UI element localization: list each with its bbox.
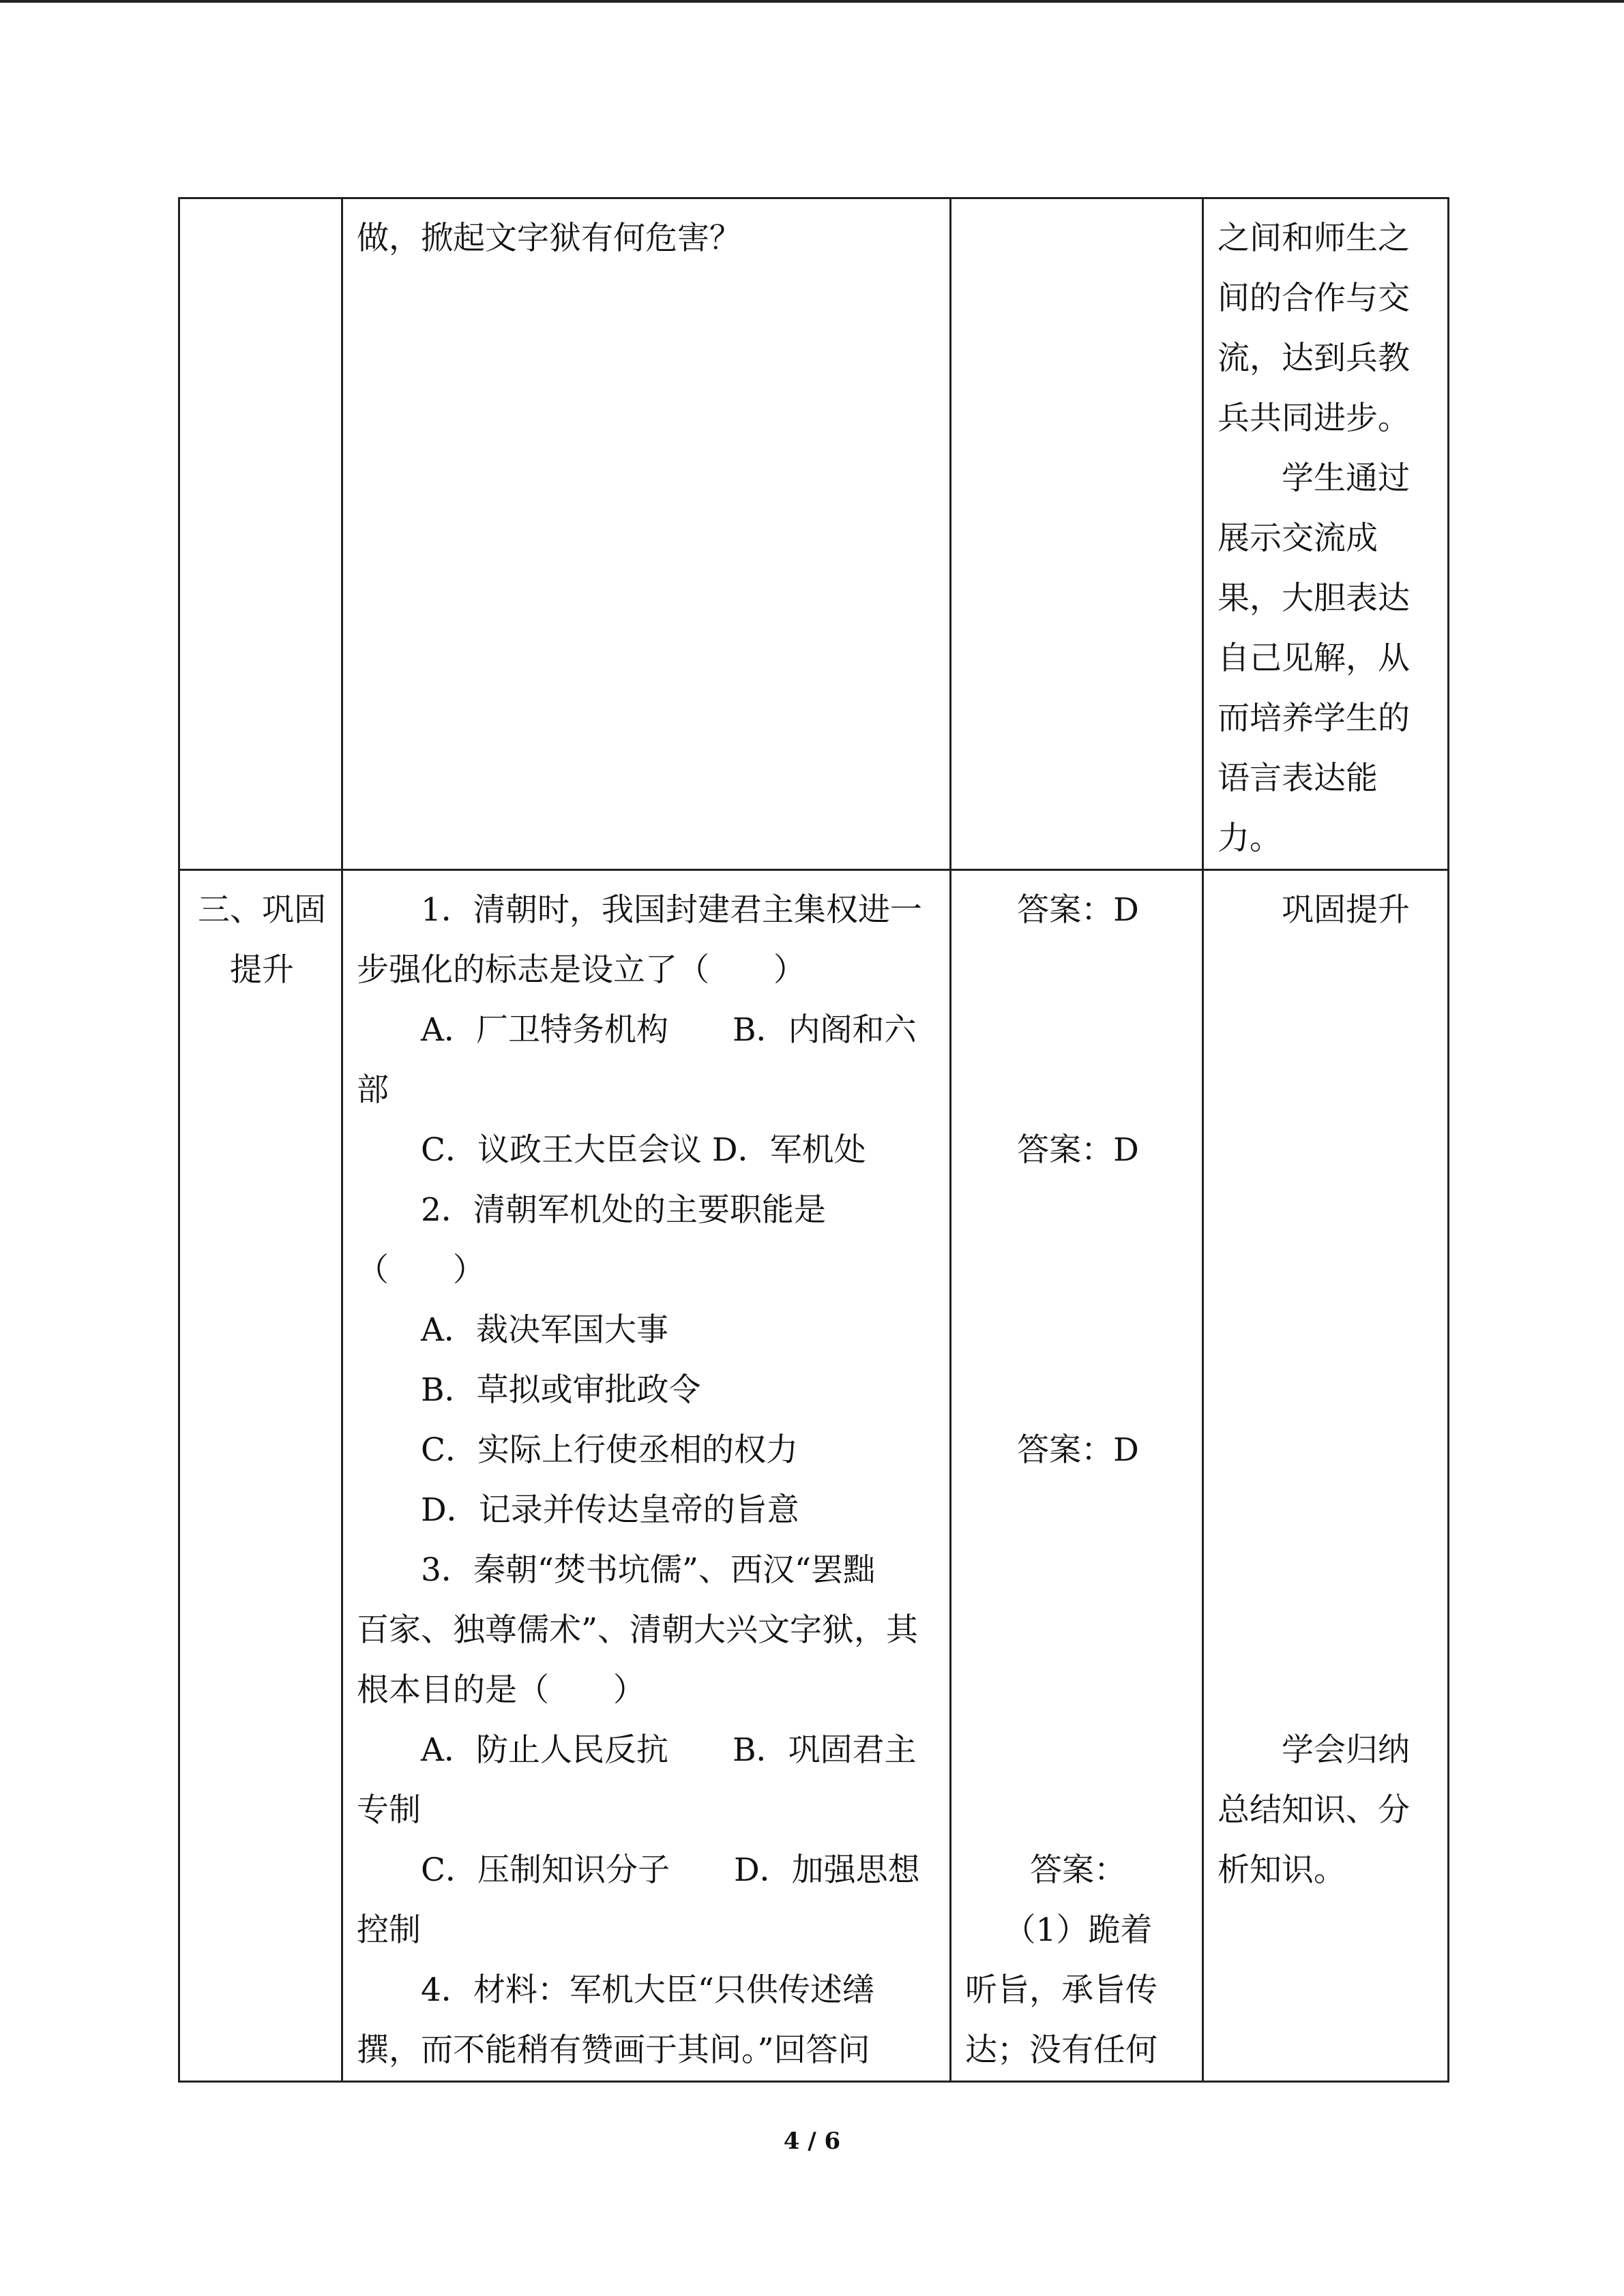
intent-line: 学生通过 [1282,460,1410,497]
exercise-line: 3．秦朝“焚书坑儒”、西汉“罢黜 [421,1551,875,1589]
student-activity-cell [951,870,1203,2082]
intent-line: 自己见解，从 [1217,640,1410,677]
exercise-line: 步强化的标志是设立了（ ） [357,951,806,989]
exercise-option: C．议政王大臣会议 D．军机处 [421,1131,866,1169]
stage-label: 三、巩固 [198,891,326,929]
exercise-option: C．压制知识分子 D．加强思想 [421,1851,920,1889]
exercise-line: 1．清朝时，我国封建君主集权进一 [421,891,922,929]
exercise-option: A．裁决军国大事 [421,1311,668,1349]
intent-line: 流，达到兵教 [1217,340,1410,377]
teacher-activity-cell [342,870,951,2082]
intent-line: 语言表达能 [1217,760,1378,797]
answer-text: 答案：D [1017,1431,1139,1469]
intent-line: 而培养学生的 [1217,700,1410,737]
intent-line: 力。 [1217,820,1282,857]
teacher-activity-cell [342,198,951,870]
intent-line: 学会归纳 [1282,1731,1410,1769]
answer-text: 听旨，承旨传 [965,1971,1157,2009]
answer-text: 答案：D [1017,891,1139,929]
exercise-line: （ ） [357,1251,485,1289]
top-border-line [0,0,1624,3]
page-number: 4 / 6 [783,2128,841,2155]
exercise-option: A．厂卫特务机构 B．内阁和六 [421,1011,917,1049]
intent-line: 总结知识、分 [1217,1791,1410,1829]
design-intent-cell [1203,870,1449,2082]
stage-cell [179,198,342,870]
exercise-option: A．防止人民反抗 B．巩固君主 [421,1731,917,1769]
exercise-line: 4．材料：军机大臣“只供传述缮 [421,1971,874,2009]
answer-text: 达；没有任何 [965,2031,1157,2069]
exercise-option: 控制 [357,1911,421,1949]
stage-cell [179,870,342,2082]
intent-line: 间的合作与交 [1217,280,1410,317]
answer-text: （1）跪着 [1003,1911,1153,1949]
exercise-line: 百家、独尊儒术”、清朝大兴文字狱，其 [357,1611,919,1649]
question-text: 做，掀起文字狱有何危害？ [357,220,741,257]
intent-line: 果，大胆表达 [1217,580,1410,617]
exercise-option: 部 [357,1071,389,1109]
intent-line: 之间和师生之 [1217,220,1410,257]
exercise-line: 撰，而不能稍有赞画于其间。”回答问 [357,2031,870,2069]
exercise-option: 专制 [357,1791,421,1829]
table-row [179,870,1449,2082]
exercise-option: C．实际上行使丞相的权力 [421,1431,798,1469]
lesson-plan-table [178,197,1449,2083]
intent-line: 析知识。 [1217,1851,1346,1889]
exercise-line: 2．清朝军机处的主要职能是 [421,1191,826,1229]
student-activity-cell [951,198,1203,870]
intent-line: 兵共同进步。 [1217,400,1410,437]
exercise-option: D．记录并传达皇帝的旨意 [421,1491,799,1529]
exercise-line: 根本目的是（ ） [357,1671,645,1709]
table-row [179,198,1449,870]
design-intent-cell [1203,198,1449,870]
intent-line: 展示交流成 [1217,520,1378,557]
answer-text: 答案：D [1017,1131,1139,1169]
stage-label: 提升 [230,951,294,989]
answer-text: 答案： [1030,1851,1126,1889]
exercise-option: B．草拟或审批政令 [421,1371,701,1409]
intent-line: 巩固提升 [1282,891,1410,929]
